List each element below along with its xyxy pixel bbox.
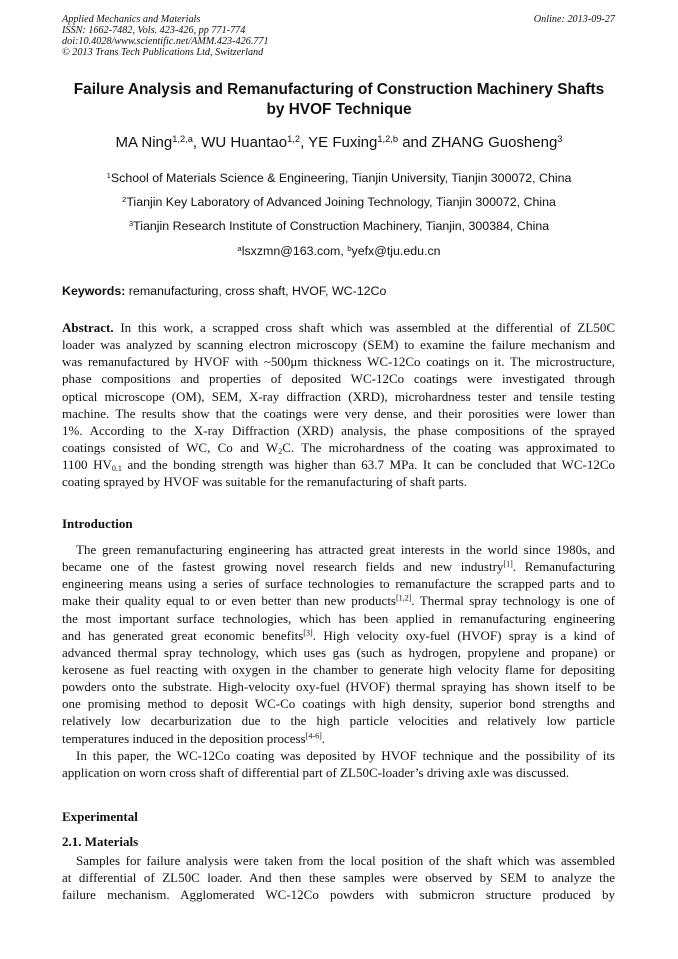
author-and: and xyxy=(398,134,432,151)
text-line: powders onto the substrate. High-velocity oxy-fuel (HVOF) thermal spraying has shown itself to be xyxy=(62,679,615,695)
author-separator: , xyxy=(192,134,202,151)
author-name: ZHANG Guosheng xyxy=(431,134,558,151)
text-line xyxy=(62,439,615,456)
issn-line: ISSN: 1662-7482, Vols. 423-426, pp 771-774 xyxy=(62,25,246,36)
paper-title xyxy=(40,80,638,120)
affiliation-sup: 3 xyxy=(128,218,134,228)
subscript: 0.1 xyxy=(111,464,122,474)
author-emails xyxy=(40,244,638,258)
text-line: application on worn cross shaft of differential part of ZL50C-loader’s driving axle was discussed. xyxy=(62,764,570,780)
text-line: optical microscope (OM), SEM, X-ray diffraction (XRD), microhardness tester and tensile testing xyxy=(62,388,615,404)
section-heading-experimental: Experimental xyxy=(62,809,138,824)
text-line: loader was analyzed by scanning electron microscopy (SEM) to examine the failure mechanism and xyxy=(62,337,615,353)
title-line-1: Failure Analysis and Remanufacturing of Construction Machinery Shafts xyxy=(73,81,605,98)
affiliation-sup: 1 xyxy=(106,170,111,180)
text-line: 1%. According to the X-ray Diffraction (XRD) analysis, the phase compositions of the sprayed xyxy=(62,422,615,438)
text-line: The green remanufacturing engineering has attracted great interests in the world since 1980s, and xyxy=(76,542,615,557)
author-list xyxy=(40,134,638,151)
line-text: coatings consisted of WC, Co and W xyxy=(62,439,279,455)
line-text: and has generated great economic benefits xyxy=(62,627,304,643)
affiliation-sup: 2 xyxy=(122,194,127,204)
text-line xyxy=(62,319,615,336)
introduction-paragraph-1 xyxy=(62,541,615,781)
title-line-2: by HVOF Technique xyxy=(266,101,412,118)
text-line: coating sprayed by HVOF was suitable for the remanufacturing of shaft parts. xyxy=(62,474,468,490)
citation-ref[interactable]: [4-6] xyxy=(305,731,322,741)
line-text: C. The microhardness of the coating was approximated to xyxy=(282,439,615,455)
email-separator: , xyxy=(340,244,348,258)
author-separator: , xyxy=(300,134,309,151)
citation-ref[interactable]: [3] xyxy=(303,628,313,638)
experimental-paragraph xyxy=(62,852,615,903)
abstract-label: Abstract. xyxy=(62,320,114,335)
text-line xyxy=(62,730,615,747)
text-line: machine. The results show that the coatings were very dense, and their porosities were lower than xyxy=(62,405,615,421)
text-line xyxy=(62,592,615,609)
email-sup: b xyxy=(347,243,352,253)
line-text: In this work, a scrapped cross shaft which was assembled at the differential of ZL50C xyxy=(113,320,615,335)
text-line: kerosene as fuel reacting with oxygen in the chamber to generate high velocity flame for depositing xyxy=(62,661,615,677)
author-name: WU Huantao xyxy=(201,134,288,151)
keywords-label: Keywords: xyxy=(62,284,126,298)
line-text: became one of the fastest growing novel research fields and new industry xyxy=(62,559,504,575)
text-line: relatively low decarburization due to the high particle velocities and relatively low particle xyxy=(62,713,615,729)
abstract xyxy=(62,319,615,490)
text-line: engineering means using a series of surface technologies to remanufacture the scrapped parts and to xyxy=(62,576,615,592)
text-line: failure mechanism. Agglomerated WC-12Co powders with submicron structure produced by xyxy=(62,887,615,903)
text-line: at differential of ZL50C loader. And then these samples were observed by SEM to analyze the xyxy=(62,870,615,886)
author-affil-sup: 1,2,b xyxy=(377,133,399,144)
line-text: . High velocity oxy-fuel (HVOF) spray is a kind of xyxy=(312,627,615,643)
affiliation-3 xyxy=(40,219,638,233)
email-link[interactable]: lsxzmn@163.com xyxy=(241,244,341,258)
affiliation-text: Tianjin Key Laboratory of Advanced Joining Technology, Tianjin 300072, China xyxy=(126,195,556,209)
email-link[interactable]: yefx@tju.edu.cn xyxy=(351,244,441,258)
keywords xyxy=(62,284,386,298)
subscript: 2 xyxy=(278,446,283,456)
text-line xyxy=(62,456,615,473)
line-text: . Remanufacturing xyxy=(512,559,615,575)
citation-ref[interactable]: [1] xyxy=(503,559,513,569)
text-line xyxy=(62,627,615,644)
text-line: advanced thermal spray technology, which uses gas (such as hydrogen, propylene and propane) or xyxy=(62,644,615,660)
online-date: Online: 2013-09-27 xyxy=(533,14,615,25)
author-affil-sup: 3 xyxy=(557,133,563,144)
citation-ref[interactable]: [1,2] xyxy=(396,594,412,603)
text-line: was remanufactured by HVOF with ~500μm thickness WC-12Co coatings on it. The microstructure, xyxy=(62,354,615,370)
line-text: . Thermal spray technology is one of xyxy=(411,593,615,609)
line-text: temperatures induced in the deposition process xyxy=(62,730,306,746)
line-text: . xyxy=(321,730,326,746)
section-heading-introduction: Introduction xyxy=(62,516,133,531)
author-name: YE Fuxing xyxy=(308,134,378,151)
text-line: phase compositions and properties of deposited WC-12Co coatings were investigated through xyxy=(62,371,615,387)
author-affil-sup: 1,2 xyxy=(287,133,301,144)
text-line: one promising method to deposit WC-Co coatings with high density, superior bond strengths and xyxy=(62,696,615,712)
affiliation-text: Tianjin Research Institute of Construction Machinery, Tianjin, 300384, China xyxy=(133,219,550,233)
subsection-heading-materials: 2.1. Materials xyxy=(62,834,139,849)
doi-line[interactable]: doi:10.4028/www.scientific.net/AMM.423-426.771 xyxy=(62,36,269,47)
copyright-line: © 2013 Trans Tech Publications Ltd, Switzerland xyxy=(62,47,264,58)
line-text: 1100 HV xyxy=(62,457,112,473)
line-text: make their quality equal to or even better than new products xyxy=(62,593,396,609)
text-line: In this paper, the WC-12Co coating was deposited by HVOF technique and the possibility of its xyxy=(76,747,615,763)
email-sup: a xyxy=(237,243,242,253)
journal-name: Applied Mechanics and Materials xyxy=(62,14,201,25)
affiliation-1 xyxy=(40,171,638,185)
line-text: and the bonding strength was higher than 63.7 MPa. It can be concluded that WC-12Co xyxy=(121,457,615,473)
author-name: MA Ning xyxy=(115,134,173,151)
text-line: the most important surface technologies, which has been applied in remanufacturing engineering xyxy=(62,610,615,626)
affiliation-2 xyxy=(40,195,638,209)
text-line xyxy=(62,558,615,575)
text-line: Samples for failure analysis were taken from the local position of the shaft which was assembled xyxy=(76,853,615,868)
keywords-text: remanufacturing, cross shaft, HVOF, WC-12Co xyxy=(125,284,387,298)
affiliation-text: School of Materials Science & Engineering, Tianjin University, Tianjin 300072, China xyxy=(110,171,572,185)
author-affil-sup: 1,2,a xyxy=(172,133,193,144)
